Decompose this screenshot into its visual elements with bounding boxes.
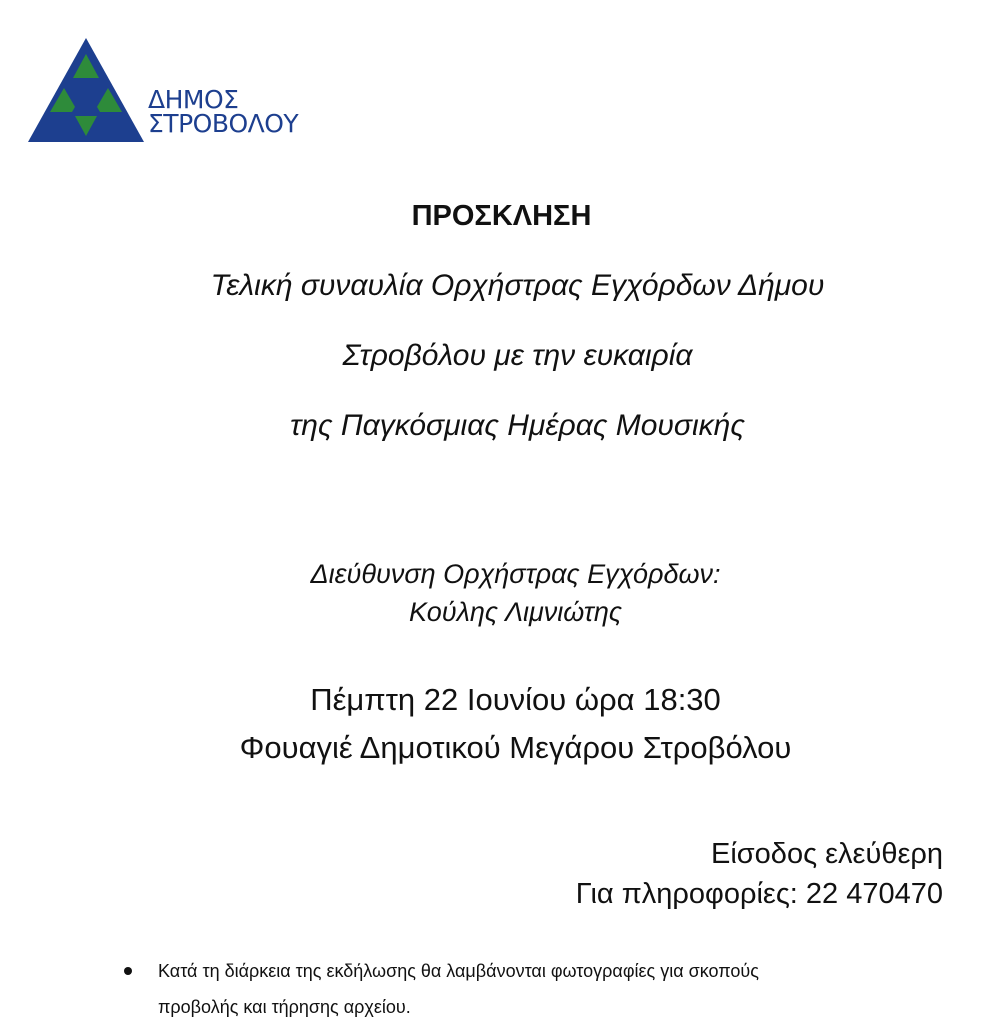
contact-info: Για πληροφορίες: 22 470470 [575,878,943,910]
notes-list [120,953,759,1025]
subtitle-line-3: της Παγκόσμιας Ημέρας Μουσικής [290,409,745,442]
event-venue: Φουαγιέ Δημοτικού Μεγάρου Στροβόλου [239,730,792,765]
conductor-name: Κούλης Λιμνιώτης [409,597,622,627]
logo-line-2: ΣΤΡΟΒΟΛΟΥ [148,109,299,138]
triangle-emblem-icon [26,36,146,144]
note-line-1: Κατά τη διάρκεια της εκδήλωσης θα λαμβάνονται φωτογραφίες για σκοπούς [158,961,759,981]
logo-wordmark [148,85,299,138]
municipality-logo [26,36,326,146]
invitation-title: ΠΡΟΣΚΛΗΣΗ [411,200,592,232]
entry-info: Είσοδος ελεύθερη [710,838,943,870]
direction-label: Διεύθυνση Ορχήστρας Εγχόρδων: [310,559,721,589]
list-item [120,953,759,1025]
subtitle-line-2: Στροβόλου με την ευκαιρία [342,339,693,372]
note-line-2: προβολής και τήρησης αρχείου. [158,997,411,1017]
event-datetime: Πέμπτη 22 Ιουνίου ώρα 18:30 [310,682,721,717]
logo-line-1: ΔΗΜΟΣ [148,85,239,114]
bullet-icon [124,967,132,975]
subtitle-line-1: Τελική συναυλία Ορχήστρας Εγχόρδων Δήμου [210,269,825,302]
